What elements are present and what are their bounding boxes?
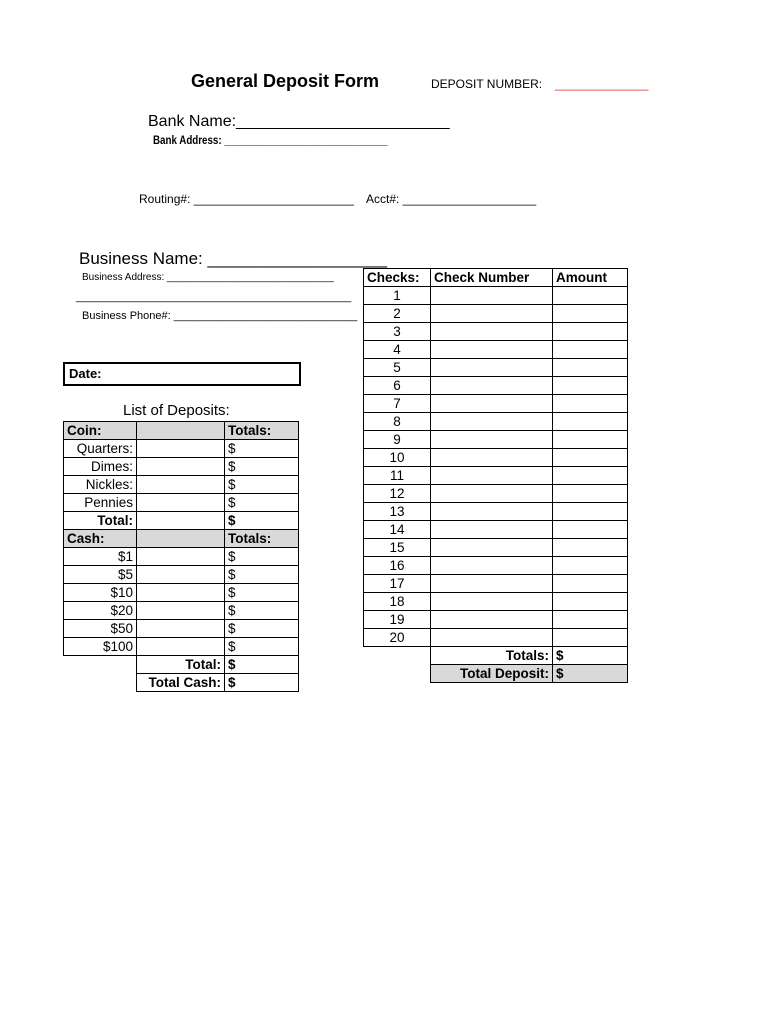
total-deposit-label: Total Deposit: (431, 665, 553, 683)
date-label: Date: (69, 366, 102, 381)
business-address-field[interactable]: Business Address: ______________________________ (82, 272, 334, 283)
list-of-deposits-title: List of Deposits: (123, 402, 230, 419)
check-amount-cell[interactable] (553, 575, 628, 593)
check-amount-cell[interactable] (553, 413, 628, 431)
table-row (364, 323, 628, 341)
cash-count-cell[interactable] (137, 638, 225, 656)
table-row (364, 305, 628, 323)
check-amount-cell[interactable] (553, 377, 628, 395)
check-index: 1 (364, 287, 431, 305)
amount-header: Amount (553, 269, 628, 287)
check-amount-cell[interactable] (553, 593, 628, 611)
check-index: 20 (364, 629, 431, 647)
checks-header: Checks: (364, 269, 431, 287)
table-cell (364, 665, 431, 683)
table-row (364, 449, 628, 467)
check-amount-cell[interactable] (553, 287, 628, 305)
check-amount-cell[interactable] (553, 323, 628, 341)
check-index: 13 (364, 503, 431, 521)
check-amount-cell[interactable] (553, 557, 628, 575)
check-amount-cell[interactable] (553, 629, 628, 647)
bank-name-field[interactable]: Bank Name:________________________ (148, 113, 450, 130)
table-row (364, 575, 628, 593)
check-index: 18 (364, 593, 431, 611)
table-row (364, 377, 628, 395)
coin-label: Nickles: (64, 476, 137, 494)
check-number-cell[interactable] (431, 377, 553, 395)
routing-field[interactable]: Routing#: ________________________ (139, 192, 354, 206)
table-cell (64, 674, 137, 692)
coin-total-cell[interactable]: $ (225, 458, 299, 476)
table-row (364, 629, 628, 647)
coin-total-cell[interactable]: $ (225, 494, 299, 512)
table-row (364, 413, 628, 431)
check-index: 6 (364, 377, 431, 395)
cash-total-cell[interactable]: $ (225, 548, 299, 566)
check-index: 7 (364, 395, 431, 413)
cash-total-cell[interactable]: $ (225, 584, 299, 602)
check-index: 3 (364, 323, 431, 341)
table-row (64, 476, 299, 494)
check-index: 2 (364, 305, 431, 323)
check-amount-cell[interactable] (553, 449, 628, 467)
deposit-number-field[interactable]: ______________ (555, 77, 649, 91)
table-row (64, 566, 299, 584)
check-index: 14 (364, 521, 431, 539)
coin-header: Coin: (64, 422, 137, 440)
cash-label: $100 (64, 638, 137, 656)
table-row (64, 584, 299, 602)
check-amount-cell[interactable] (553, 485, 628, 503)
table-row (364, 359, 628, 377)
cash-label: $5 (64, 566, 137, 584)
cash-total-cell[interactable]: $ (225, 602, 299, 620)
table-row (64, 440, 299, 458)
table-row (64, 422, 299, 440)
cash-count-cell[interactable] (137, 602, 225, 620)
total-cash-cell[interactable]: $ (225, 674, 299, 692)
table-row (364, 557, 628, 575)
table-row (64, 512, 299, 530)
coin-total-label: Total: (64, 512, 137, 530)
table-row (364, 611, 628, 629)
check-number-cell[interactable] (431, 341, 553, 359)
coin-count-cell[interactable] (137, 476, 225, 494)
table-cell (137, 512, 225, 530)
date-field[interactable] (63, 362, 301, 386)
table-row (364, 647, 628, 665)
cash-label: $1 (64, 548, 137, 566)
check-number-cell[interactable] (431, 575, 553, 593)
cash-total-cell[interactable]: $ (225, 620, 299, 638)
table-cell (64, 656, 137, 674)
deposit-number-label: DEPOSIT NUMBER: (431, 77, 543, 91)
check-index: 8 (364, 413, 431, 431)
table-row (64, 530, 299, 548)
table-row (364, 431, 628, 449)
check-number-cell[interactable] (431, 593, 553, 611)
business-name-field[interactable]: Business Name: ___________________ (79, 249, 388, 268)
coin-count-cell[interactable] (137, 494, 225, 512)
check-index: 12 (364, 485, 431, 503)
check-index: 5 (364, 359, 431, 377)
table-row (64, 656, 299, 674)
check-amount-cell[interactable] (553, 341, 628, 359)
cash-label: $10 (64, 584, 137, 602)
cash-total-cell[interactable]: $ (225, 638, 299, 656)
checks-total-cell[interactable]: $ (553, 647, 628, 665)
table-row (364, 287, 628, 305)
table-cell (364, 647, 431, 665)
business-address-line2[interactable]: _____________________________________________ (76, 291, 352, 303)
coin-grand-total-cell[interactable]: $ (225, 512, 299, 530)
check-number-cell[interactable] (431, 323, 553, 341)
check-amount-cell[interactable] (553, 431, 628, 449)
check-index: 9 (364, 431, 431, 449)
check-number-cell[interactable] (431, 557, 553, 575)
cash-count-cell[interactable] (137, 584, 225, 602)
checks-totals-label: Totals: (431, 647, 553, 665)
check-index: 19 (364, 611, 431, 629)
table-row (364, 593, 628, 611)
table-row (364, 539, 628, 557)
total-deposit-cell[interactable]: $ (553, 665, 628, 683)
business-phone-field[interactable]: Business Phone#: ______________________________ (82, 310, 358, 322)
deposits-table (63, 421, 299, 692)
cash-count-cell[interactable] (137, 566, 225, 584)
check-number-cell[interactable] (431, 521, 553, 539)
check-index: 17 (364, 575, 431, 593)
cash-total-label: Total: (137, 656, 225, 674)
check-index: 11 (364, 467, 431, 485)
check-number-cell[interactable] (431, 305, 553, 323)
coin-label: Pennies (64, 494, 137, 512)
check-number-cell[interactable] (431, 629, 553, 647)
table-row (64, 548, 299, 566)
table-cell (137, 422, 225, 440)
checks-table (363, 268, 628, 683)
coin-label: Quarters: (64, 440, 137, 458)
check-amount-cell[interactable] (553, 611, 628, 629)
check-number-cell[interactable] (431, 413, 553, 431)
acct-field[interactable]: Acct#: ____________________ (366, 192, 537, 206)
check-amount-cell[interactable] (553, 467, 628, 485)
check-amount-cell[interactable] (553, 359, 628, 377)
coin-count-cell[interactable] (137, 440, 225, 458)
check-number-cell[interactable] (431, 287, 553, 305)
table-row (364, 665, 628, 683)
check-index: 4 (364, 341, 431, 359)
check-number-header: Check Number (431, 269, 553, 287)
table-row (364, 395, 628, 413)
table-row (64, 674, 299, 692)
table-row (64, 494, 299, 512)
cash-label: $20 (64, 602, 137, 620)
cash-grand-total-cell[interactable]: $ (225, 656, 299, 674)
totals-header: Totals: (225, 422, 299, 440)
check-amount-cell[interactable] (553, 305, 628, 323)
check-number-cell[interactable] (431, 431, 553, 449)
totals-header: Totals: (225, 530, 299, 548)
table-row (64, 458, 299, 476)
total-cash-label: Total Cash: (137, 674, 225, 692)
check-amount-cell[interactable] (553, 521, 628, 539)
check-amount-cell[interactable] (553, 395, 628, 413)
check-number-cell[interactable] (431, 485, 553, 503)
bank-address-field[interactable]: Bank Address: ______________________________ (153, 135, 388, 147)
check-number-cell[interactable] (431, 503, 553, 521)
table-row (364, 269, 628, 287)
check-number-cell[interactable] (431, 467, 553, 485)
table-row (64, 620, 299, 638)
table-row (64, 638, 299, 656)
table-row (364, 485, 628, 503)
table-row (364, 467, 628, 485)
coin-total-cell[interactable]: $ (225, 476, 299, 494)
table-row (64, 602, 299, 620)
check-number-cell[interactable] (431, 611, 553, 629)
check-number-cell[interactable] (431, 449, 553, 467)
cash-label: $50 (64, 620, 137, 638)
check-number-cell[interactable] (431, 539, 553, 557)
check-amount-cell[interactable] (553, 539, 628, 557)
table-row (364, 341, 628, 359)
coin-label: Dimes: (64, 458, 137, 476)
table-row (364, 521, 628, 539)
cash-count-cell[interactable] (137, 548, 225, 566)
check-amount-cell[interactable] (553, 503, 628, 521)
coin-count-cell[interactable] (137, 458, 225, 476)
table-row (364, 503, 628, 521)
check-index: 15 (364, 539, 431, 557)
cash-total-cell[interactable]: $ (225, 566, 299, 584)
form-title: General Deposit Form (191, 71, 380, 91)
cash-header: Cash: (64, 530, 137, 548)
check-index: 10 (364, 449, 431, 467)
check-number-cell[interactable] (431, 359, 553, 377)
check-number-cell[interactable] (431, 395, 553, 413)
cash-count-cell[interactable] (137, 620, 225, 638)
check-index: 16 (364, 557, 431, 575)
table-cell (137, 530, 225, 548)
coin-total-cell[interactable]: $ (225, 440, 299, 458)
